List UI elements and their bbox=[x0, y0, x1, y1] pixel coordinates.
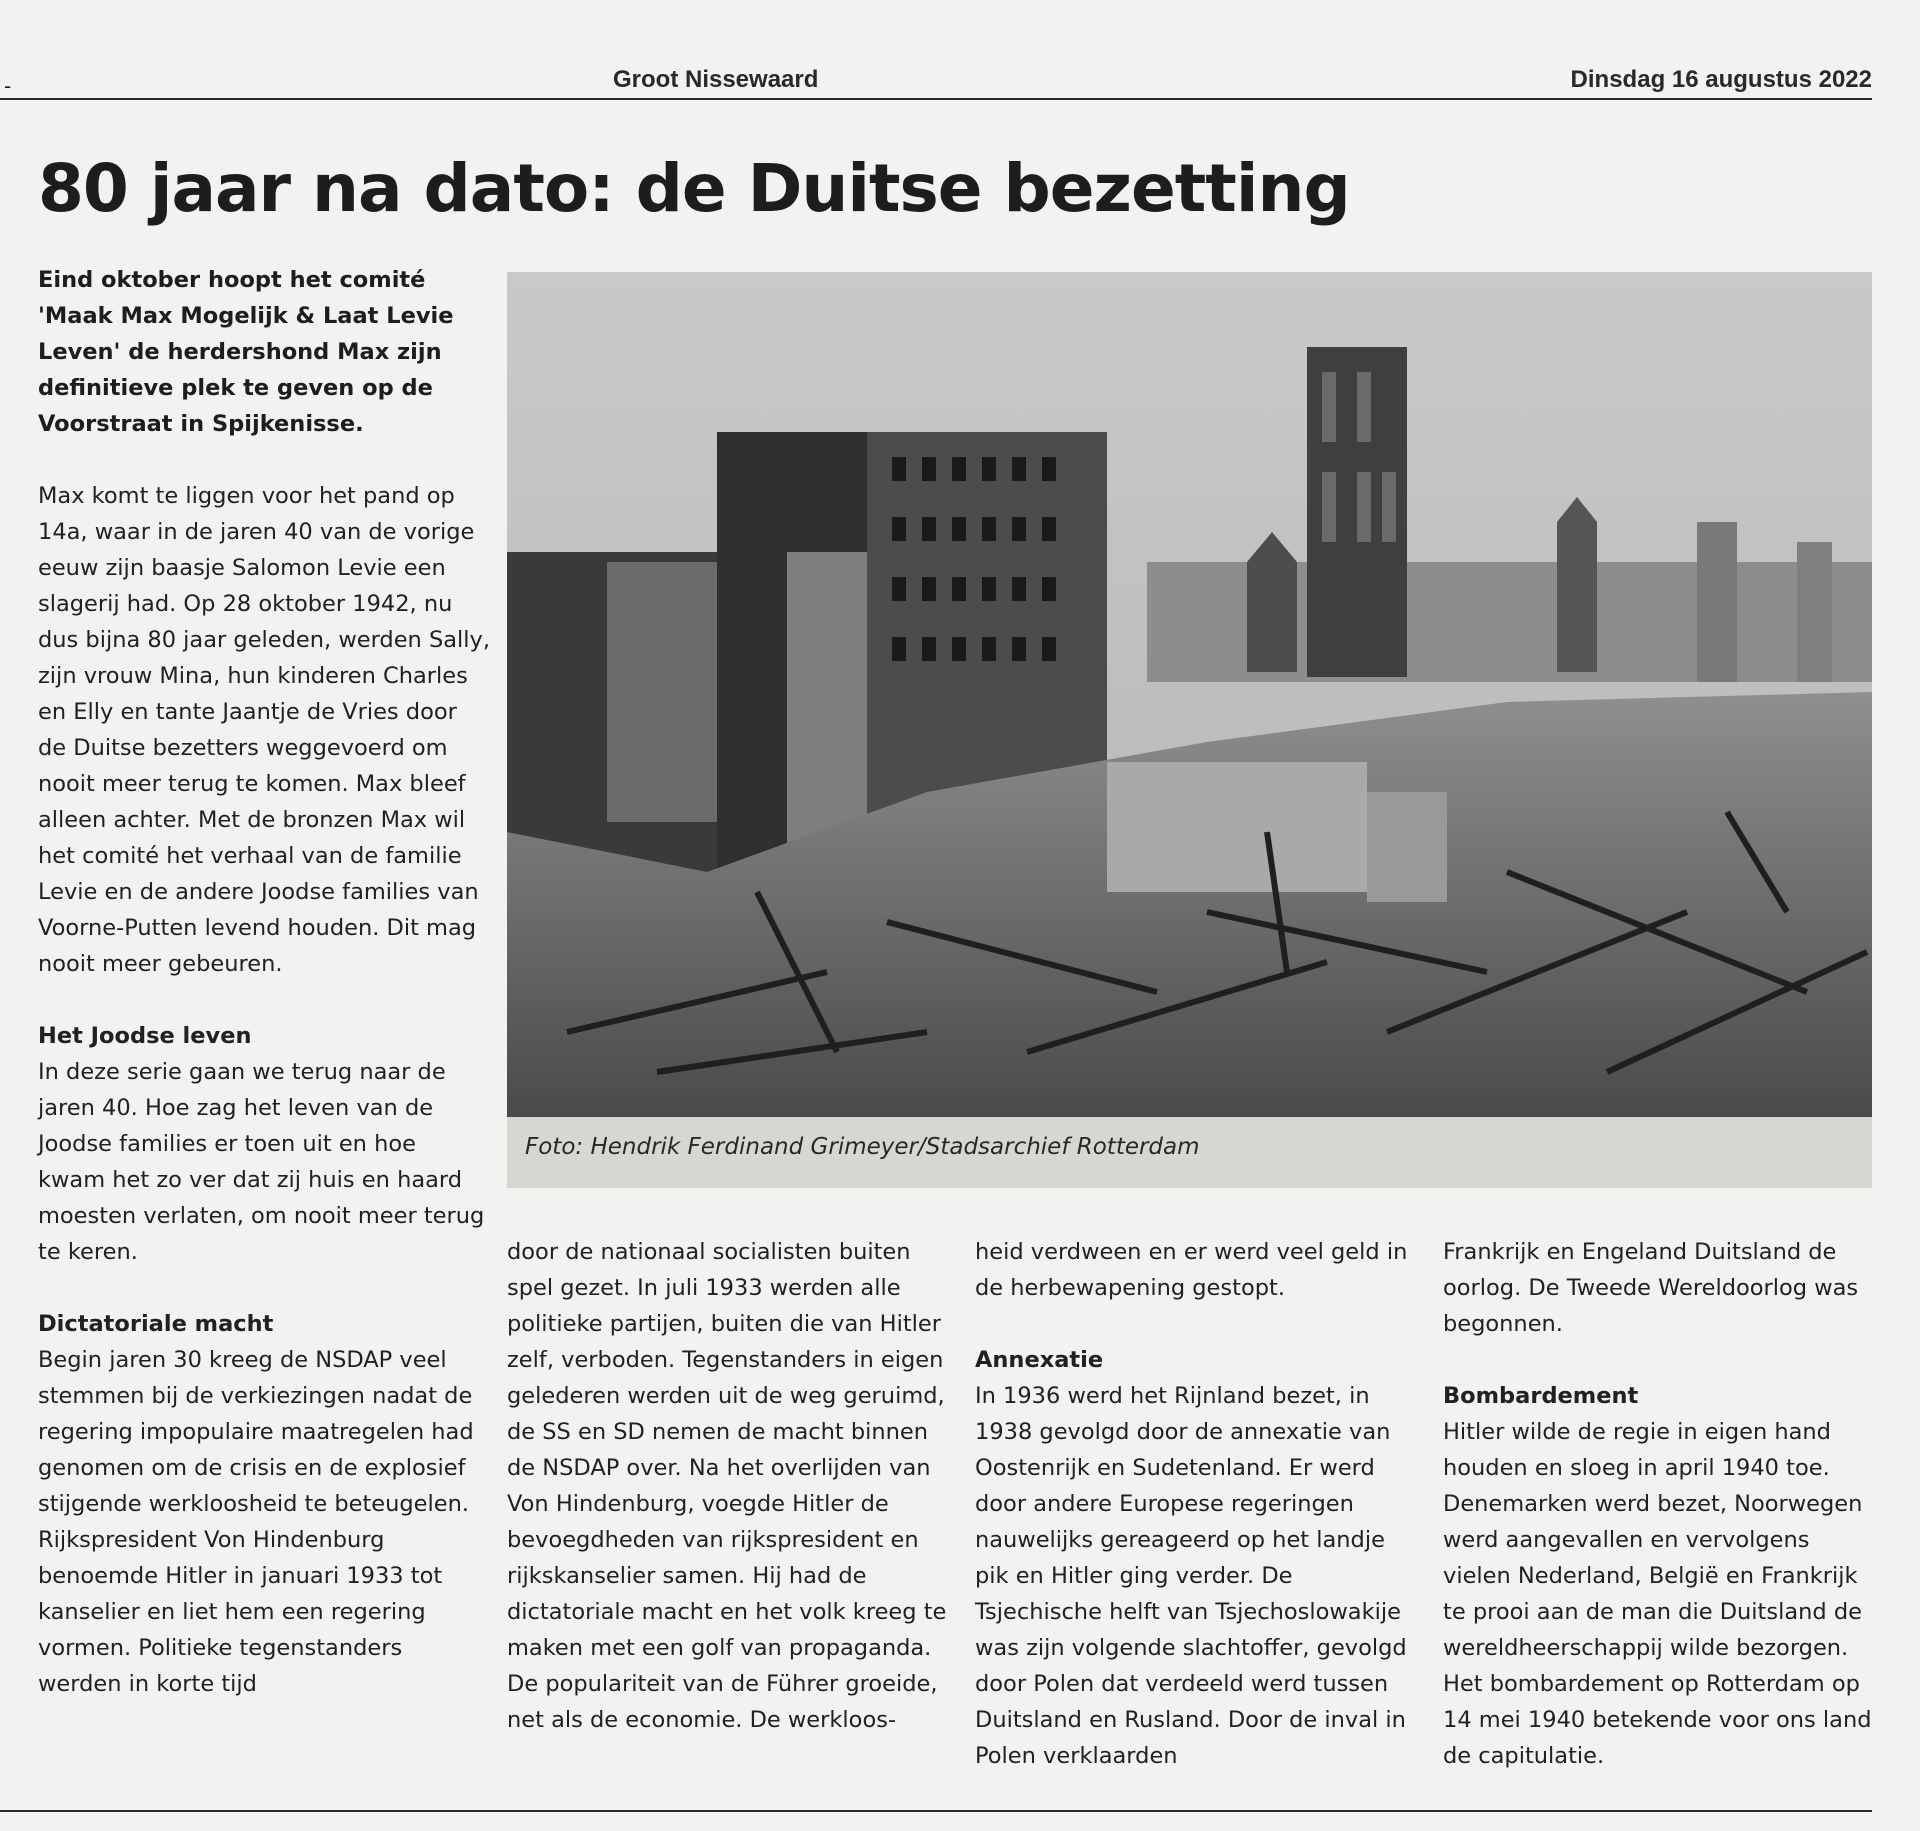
paragraph-dictatoriale-macht: Begin jaren 30 kreeg de NSDAP veel stemmen bij de verkiezingen nadat de regering impopulaire maatregelen had genomen om de crisis en de explosief stijgende werkloosheid te beteugelen. Rijkspresident Von Hindenburg benoemde Hitler in januari 1933 tot kanselier en liet hem een regering vormen. Politieke tegenstanders werden in korte tijd bbox=[38, 1347, 474, 1697]
newspaper-name: Groot Nissewaard bbox=[613, 66, 819, 93]
rotterdam-ruins-photo bbox=[507, 272, 1872, 1117]
text-column-2 bbox=[507, 1234, 952, 1774]
paragraph-dictatoriale-macht-cont: door de nationaal socialisten buiten spel gezet. In juli 1933 werden alle politieke partijen, buiten die van Hitler zelf, verboden. Tegenstanders in eigen gelederen werden uit de weg geruimd, de SS en SD nemen de macht binnen de NSDAP over. Na het overlijden van Von Hindenburg, voegde Hitler de bevoegdheden van rijkspresident en rijkskanselier samen. Hij had de dictatoriale macht en het volk kreeg te maken met een golf van propaganda. De populariteit van de Führer groeide, net als de economie. De werkloos- bbox=[507, 1239, 947, 1733]
photo-caption: Foto: Hendrik Ferdinand Grimeyer/Stadsarchief Rotterdam bbox=[525, 1134, 1200, 1160]
paragraph-herbewapening: heid verdween en er werd veel geld in de herbewapening gestopt. bbox=[975, 1239, 1408, 1301]
ruins-illustration bbox=[507, 272, 1872, 1117]
paragraph-max: Max komt te liggen voor het pand op 14a, waar in de jaren 40 van de vorige eeuw zijn baasje Salomon Levie een slagerij had. Op 28 oktober 1942, nu dus bijna 80 jaar geleden, werden Sally, zijn vrouw Mina, hun kinderen Charles en Elly en tante Jaantje de Vries door de Duitse bezetters weggevoerd om nooit meer terug te komen. Max bleef alleen achter. Met de bronzen Max wil het comité het verhaal van de familie Levie en de andere Joodse families van Voorne-Putten levend houden. Dit mag nooit meer gebeuren. bbox=[38, 483, 490, 977]
paragraph-joodse-leven: In deze serie gaan we terug naar de jaren 40. Hoe zag het leven van de Joodse families er toen uit en hoe kwam het zo ver dat zij huis en haard moesten verlaten, om nooit meer terug te keren. bbox=[38, 1059, 485, 1265]
text-column-1 bbox=[38, 478, 490, 1738]
article-intro: Eind oktober hoopt het comité 'Maak Max Mogelijk & Laat Levie Leven' de herdershond Max zijn definitieve plek te geven op de Voorstraat in Spijkenisse. bbox=[38, 267, 454, 437]
subheading-joodse-leven: Het Joodse leven bbox=[38, 1023, 252, 1049]
bottom-rule bbox=[0, 1810, 1872, 1812]
paragraph-annexatie: In 1936 werd het Rijnland bezet, in 1938 gevolgd door de annexatie van Oostenrijk en Sudetenland. Er werd door andere Europese regeringen nauwelijks gereageerd op het landje pik en Hitler ging verder. De Tsjechische helft van Tsjechoslowakije was zijn volgende slachtoffer, gevolgd door Polen dat verdeeld werd tussen Duitsland en Rusland. Door de inval in Polen verklaarden bbox=[975, 1383, 1407, 1769]
masthead-mark: - bbox=[4, 74, 12, 98]
paragraph-oorlog: Frankrijk en Engeland Duitsland de oorlog. De Tweede Wereldoorlog was begonnen. bbox=[1443, 1239, 1859, 1337]
text-column-3 bbox=[975, 1234, 1420, 1810]
paragraph-bombardement: Hitler wilde de regie in eigen hand houden en sloeg in april 1940 toe. Denemarken werd bezet, Noorwegen werd aangevallen en vervolgens vielen Nederland, België en Frankrijk te prooi aan de man die Duitsland de wereldheerschappij wilde bezorgen. Het bombardement op Rotterdam op 14 mei 1940 betekende voor ons land de capitulatie. bbox=[1443, 1419, 1872, 1769]
issue-date: Dinsdag 16 augustus 2022 bbox=[1570, 66, 1872, 93]
subheading-annexatie: Annexatie bbox=[975, 1347, 1104, 1373]
text-column-4 bbox=[1443, 1234, 1873, 1810]
masthead bbox=[0, 62, 1872, 100]
subheading-dictatoriale-macht: Dictatoriale macht bbox=[38, 1311, 274, 1337]
article-headline: 80 jaar na dato: de Duitse bezetting bbox=[38, 150, 1350, 227]
subheading-bombardement: Bombardement bbox=[1443, 1383, 1639, 1409]
photo-block bbox=[507, 272, 1872, 1188]
